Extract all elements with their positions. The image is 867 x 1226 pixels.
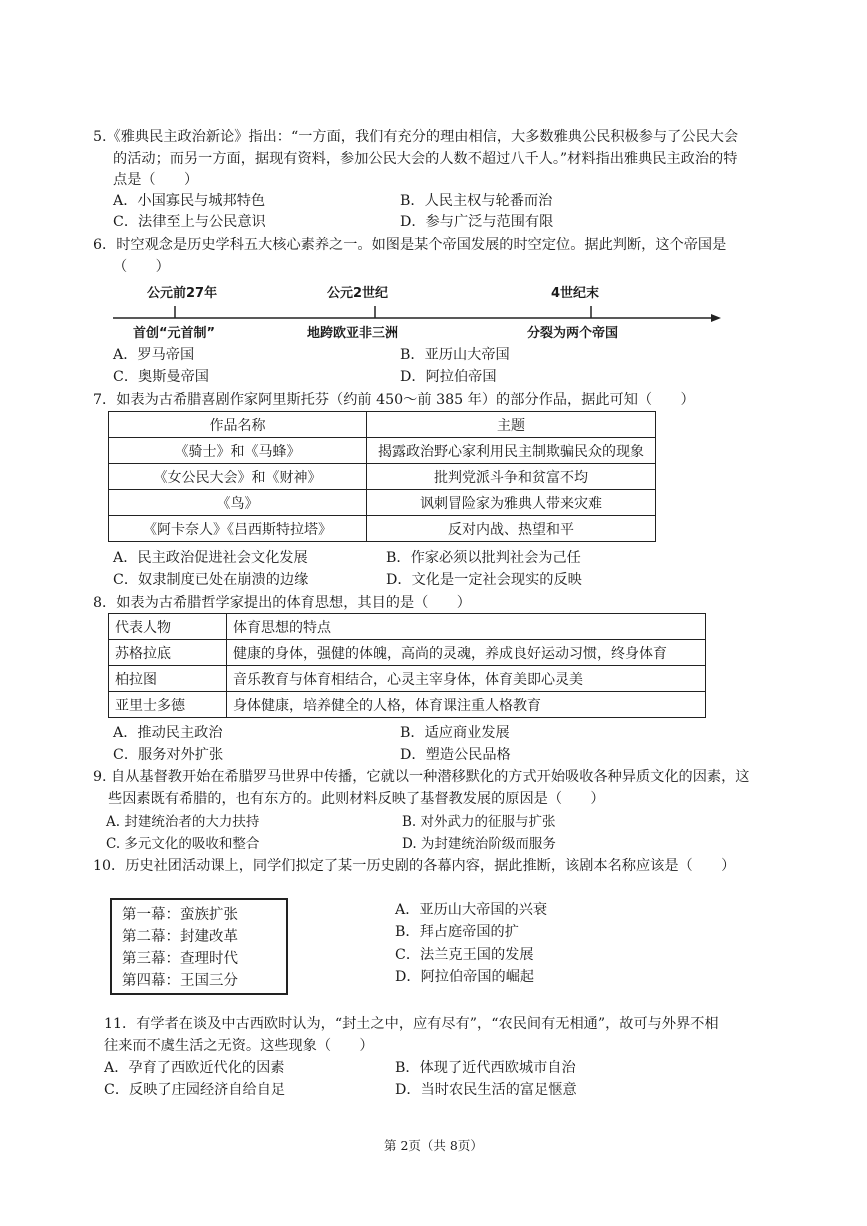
q8-table [108,613,706,718]
table-row [109,640,706,666]
table-header-row [109,412,656,438]
q7-option-d: D．文化是一定社会现实的反映 [386,572,582,588]
table-header-cell: 体育思想的特点 [227,614,706,640]
page-footer: 第 2页（共 8页） [384,1138,483,1153]
q7-table [108,411,656,542]
q11-stem-line-2: 往来而不虞生活之无资。这些现象（ ） [104,1038,374,1054]
q6-timeline [113,278,723,342]
q7-stem: 7．如表为古希腊喜剧作家阿里斯托芬（约前 450～前 385 年）的部分作品，据此可知（ ） [93,392,695,408]
timeline-top-label-1: 公元前27年 [147,286,218,301]
q5-option-d: D．参与广泛与范围有限 [400,214,554,230]
table-header-cell: 代表人物 [109,614,227,640]
timeline-top-label-2: 公元2世纪 [327,286,389,301]
table-cell: 《阿卡奈人》《吕西斯特拉塔》 [109,516,367,542]
q6-stem-line-1: 6．时空观念是历史学科五大核心素养之一。如图是某个帝国发展的时空定位。据此判断，这个帝国是 [93,237,727,253]
table-row [109,692,706,718]
q7-option-b: B．作家必须以批判社会为己任 [386,550,581,566]
q6-option-a: A．罗马帝国 [113,347,195,363]
table-header-cell: 主题 [367,412,656,438]
q8-option-d: D．塑造公民品格 [400,747,511,763]
q11-stem-line-1: 11．有学者在谈及中古西欧时认为，“封土之中，应有尽有”，“农民间有无相通”，故可与外界不相 [104,1016,719,1032]
q8-option-c: C．服务对外扩张 [113,747,224,763]
q6-option-c: C．奥斯曼帝国 [113,369,209,385]
q8-option-b: B．适应商业发展 [400,725,510,741]
q10-option-c: C．法兰克王国的发展 [395,947,534,963]
timeline-bottom-label-3: 分裂为两个帝国 [527,326,619,341]
act-item: 第二幕：封建改革 [122,929,238,945]
q5-stem-line-1: 5.《雅典民主政治新论》指出：“一方面，我们有充分的理由相信，大多数雅典公民积极参与了公民大会 [93,129,739,145]
q11-option-b: B．体现了近代西欧城市自治 [395,1060,576,1076]
q8-option-a: A．推动民主政治 [113,725,223,741]
q10-option-a: A．亚历山大帝国的兴衰 [395,902,548,918]
table-cell: 反对内战、热望和平 [367,516,656,542]
table-row [109,490,656,516]
act-item: 第三幕：查理时代 [122,951,238,967]
table-cell: 苏格拉底 [109,640,227,666]
q5-stem-line-2: 的活动；而另一方面，据现有资料，参加公民大会的人数不超过八千人。”材料指出雅典民主政治的特 [113,151,738,167]
q9-stem-line-1: 9. 自从基督教开始在希腊罗马世界中传播，它就以一种潜移默化的方式开始吸收各种异质文化的因素，这 [93,769,750,785]
q6-stem-line-2: （ ） [113,259,170,275]
q6-option-d: D．阿拉伯帝国 [400,369,497,385]
table-cell: 音乐教育与体育相结合，心灵主宰身体，体育美即心灵美 [227,666,706,692]
table-row [109,438,656,464]
q10-stem: 10．历史社团活动课上，同学们拟定了某一历史剧的各幕内容，据此推断，该剧本名称应该是（ ） [93,858,736,874]
table-cell: 亚里士多德 [109,692,227,718]
table-header-cell: 作品名称 [109,412,367,438]
table-row [109,666,706,692]
table-header-row [109,614,706,640]
q10-option-b: B．拜占庭帝国的扩 [395,924,519,940]
q9-stem-line-2: 些因素既有希腊的，也有东方的。此则材料反映了基督教发展的原因是（ ） [108,791,605,807]
table-cell: 批判党派斗争和贫富不均 [367,464,656,490]
table-row [109,464,656,490]
q9-option-b: B. 对外武力的征服与扩张 [402,814,556,830]
q5-stem-line-3: 点是（ ） [113,172,199,188]
table-cell: 《女公民大会》和《财神》 [109,464,367,490]
timeline-top-label-3: 4世纪末 [551,286,600,301]
q11-option-c: C．反映了庄园经济自给自足 [104,1082,286,1098]
table-cell: 讽刺冒险家为雅典人带来灾难 [367,490,656,516]
q8-stem: 8．如表为古希腊哲学家提出的体育思想，其目的是（ ） [93,595,471,611]
table-cell: 《骑士》和《马蜂》 [109,438,367,464]
q6-option-b: B．亚历山大帝国 [400,347,510,363]
q9-option-c: C. 多元文化的吸收和整合 [106,836,260,852]
q5-option-c: C．法律至上与公民意识 [113,214,266,230]
q7-option-a: A．民主政治促进社会文化发展 [113,550,308,566]
table-row [109,516,656,542]
table-cell: 揭露政治野心家利用民主制欺骗民众的现象 [367,438,656,464]
table-cell: 《鸟》 [109,490,367,516]
q7-option-c: C．奴隶制度已处在崩溃的边缘 [113,572,309,588]
act-item: 第四幕：王国三分 [122,973,238,989]
q5-option-a: A．小国寡民与城邦特色 [113,193,266,209]
q11-option-a: A．孕育了西欧近代化的因素 [104,1060,285,1076]
timeline-bottom-label-1: 首创“元首制” [133,326,216,341]
q10-option-d: D．阿拉伯帝国的崛起 [395,969,535,985]
table-cell: 健康的身体，强健的体魄，高尚的灵魂，养成良好运动习惯，终身体育 [227,640,706,666]
table-cell: 身体健康，培养健全的人格，体育课注重人格教育 [227,692,706,718]
q11-option-d: D．当时农民生活的富足惬意 [395,1082,577,1098]
table-cell: 柏拉图 [109,666,227,692]
q9-option-d: D. 为封建统治阶级而服务 [402,836,556,852]
q9-option-a: A. 封建统治者的大力扶持 [106,814,260,830]
q10-acts-box [110,898,288,995]
q5-option-b: B．人民主权与轮番而治 [400,193,553,209]
timeline-bottom-label-2: 地跨欧亚非三洲 [307,326,399,341]
act-item: 第一幕：蛮族扩张 [122,907,238,923]
